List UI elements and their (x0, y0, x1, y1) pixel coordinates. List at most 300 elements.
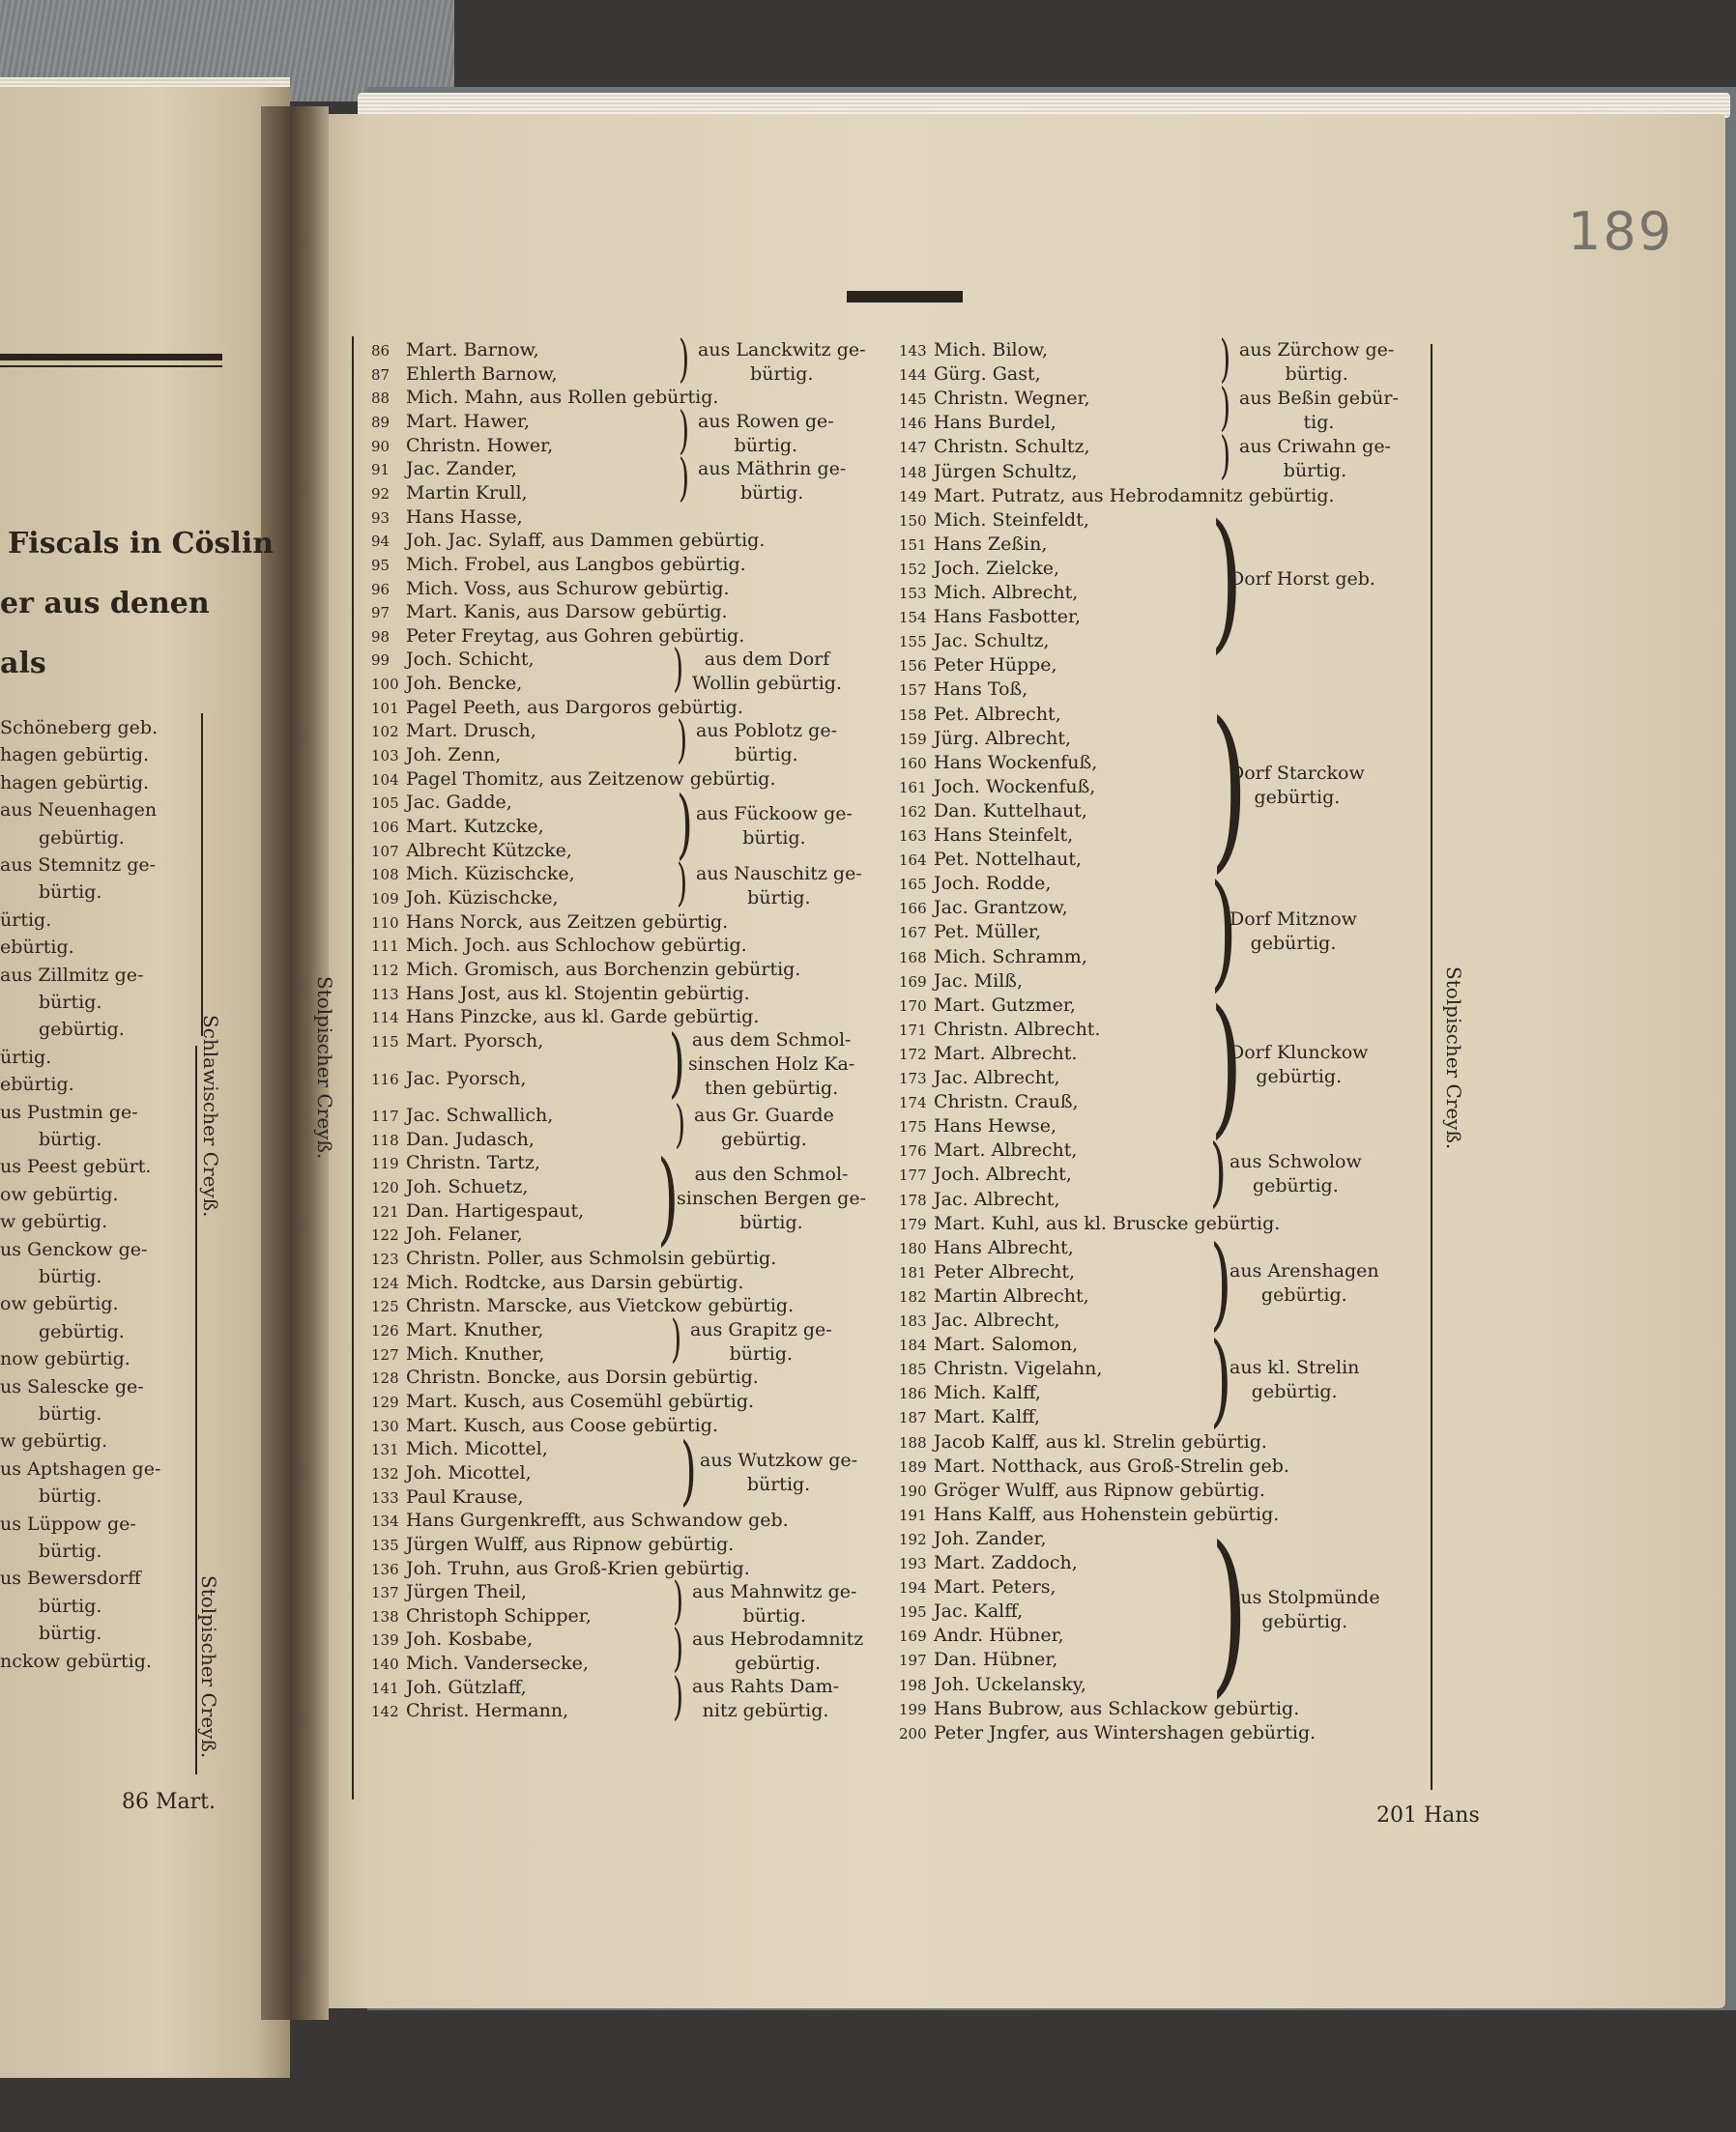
place-note-line: Dorf Starckow (1230, 762, 1365, 784)
entry-number: 119 (371, 1155, 399, 1173)
entry-number: 140 (371, 1656, 399, 1674)
place-note-line: gebürtig. (1254, 786, 1341, 808)
list-entry (371, 457, 517, 481)
list-entry (899, 1599, 1023, 1624)
place-note-line: aus Poblotz ge- (696, 720, 837, 741)
place-note-line: gebürtig. (1251, 1381, 1338, 1403)
entry-text: Pet. Albrecht, (934, 703, 1061, 725)
list-entry (371, 839, 572, 863)
entry-number: 182 (899, 1287, 927, 1306)
entry-number: 93 (371, 508, 391, 527)
entry-text: Christn. Tartz, (406, 1152, 540, 1174)
list-entry (371, 1509, 789, 1533)
list-entry (371, 910, 728, 935)
place-note-line: gebürtig. (1252, 1175, 1339, 1197)
entry-text: Dan. Hartigespaut, (406, 1199, 585, 1222)
entry-text: Mich. Kalff, (934, 1382, 1041, 1404)
entry-number: 176 (899, 1142, 927, 1161)
list-entry (371, 1437, 548, 1461)
entry-text: Mart. Notthack, aus Groß-Strelin geb. (934, 1455, 1289, 1477)
entry-text: Jürgen Wulff, aus Ripnow gebürtig. (406, 1533, 735, 1555)
place-note-line: aus dem Schmol- (691, 1029, 852, 1052)
entry-text: Joh. Bencke, (406, 673, 523, 695)
left-page-line: us Salescke ge- (0, 1375, 144, 1397)
entry-number: 137 (371, 1584, 399, 1602)
entry-number: 165 (899, 876, 927, 894)
place-note-line: gebürtig. (721, 1128, 807, 1150)
place-note-line: aus Rowen ge- (698, 410, 834, 432)
place-note-line: Dorf Mitznow (1230, 908, 1357, 930)
entry-text: Hans Kalff, aus Hohenstein gebürtig. (934, 1503, 1280, 1525)
bracket-brace: ) (673, 1667, 684, 1726)
entry-text: Pet. Müller, (934, 921, 1042, 943)
entry-text: Jac. Gadde, (406, 792, 512, 814)
entry-number: 160 (899, 754, 927, 772)
bracket-brace: ) (1210, 683, 1249, 889)
list-entry (899, 1381, 1041, 1405)
entry-number: 134 (371, 1513, 399, 1531)
entry-text: Christn. Vigelahn, (934, 1358, 1103, 1380)
entry-number: 192 (899, 1530, 927, 1548)
list-entry (371, 767, 776, 792)
list-entry (371, 577, 730, 601)
place-note (698, 338, 866, 387)
entry-number: 169 (899, 972, 927, 991)
list-entry (371, 1414, 718, 1438)
entry-text: Peter Freytag, aus Gohren gebürtig. (406, 624, 745, 647)
entry-text: Joh. Micottel, (406, 1461, 532, 1484)
bracket-brace: ) (680, 1427, 697, 1515)
entry-number: 167 (899, 924, 927, 942)
right-column-bracket (1431, 344, 1432, 1790)
place-note-line: aus Schwolow (1230, 1151, 1362, 1173)
entry-number: 124 (371, 1274, 399, 1292)
entry-text: Mart. Kuhl, aus kl. Bruscke gebürtig. (934, 1212, 1281, 1234)
place-note (698, 410, 834, 458)
left-page-line: ürtig. (0, 1046, 52, 1068)
place-note-line: gebürtig. (1260, 1283, 1347, 1306)
entry-number: 101 (371, 699, 399, 717)
list-entry (899, 727, 1071, 751)
page-number: 189 (1568, 201, 1674, 262)
entry-number: 200 (899, 1724, 927, 1743)
place-note (677, 1163, 866, 1235)
list-entry (899, 484, 1335, 508)
list-entry (371, 1199, 584, 1224)
left-page-line: ow gebürtig. (0, 1293, 119, 1315)
list-entry (371, 553, 746, 577)
place-note (694, 1104, 834, 1152)
list-entry (899, 1114, 1056, 1138)
entry-number: 151 (899, 535, 927, 554)
entry-text: Mart. Peters, (934, 1576, 1056, 1599)
entry-number: 169 (899, 1628, 927, 1646)
list-entry (371, 815, 544, 839)
list-entry (371, 1699, 568, 1723)
entry-number: 86 (371, 342, 391, 360)
entry-number: 158 (899, 706, 927, 724)
entry-number: 120 (371, 1179, 399, 1197)
left-page-line: us Lüppow ge- (0, 1513, 136, 1535)
place-note (1230, 567, 1375, 591)
entry-number: 157 (899, 681, 927, 700)
entry-number: 142 (371, 1703, 399, 1721)
list-entry (899, 411, 1056, 435)
left-page-line: us Aptshagen ge- (0, 1457, 161, 1480)
place-note (1230, 1586, 1380, 1634)
entry-number: 199 (899, 1700, 927, 1718)
place-note-line: Dorf Klunckow (1230, 1041, 1369, 1063)
bracket-brace: ) (1210, 976, 1243, 1153)
list-entry (899, 605, 1081, 629)
list-entry (371, 1247, 776, 1271)
entry-number: 95 (371, 556, 391, 574)
left-page-line: now gebürtig. (0, 1348, 130, 1370)
entry-number: 103 (371, 747, 399, 765)
place-note-line: bürtig. (746, 1474, 811, 1496)
list-entry (371, 1067, 526, 1091)
list-entry (899, 1188, 1060, 1212)
place-note (692, 1675, 839, 1723)
entry-number: 166 (899, 900, 927, 918)
entry-text: Mart. Hawer, (406, 410, 531, 432)
list-entry (899, 362, 1041, 387)
place-note (1230, 1041, 1368, 1089)
entry-text: Christ. Hermann, (406, 1700, 569, 1722)
list-entry (371, 624, 744, 648)
entry-number: 117 (371, 1108, 399, 1126)
entry-text: Hans Jost, aus kl. Stojentin gebürtig. (406, 982, 750, 1004)
left-page-bracket (195, 1046, 197, 1774)
bracket-brace: ) (1210, 1320, 1232, 1439)
entry-text: Mich. Frobel, aus Langbos gebürtig. (406, 553, 746, 575)
list-entry (899, 653, 1057, 677)
entry-text: Mart. Kutzcke, (406, 816, 544, 837)
left-page-line: bürtig. (39, 1485, 102, 1508)
list-entry (371, 434, 553, 458)
left-page-line: bürtig. (39, 1266, 102, 1287)
entry-number: 177 (899, 1167, 927, 1185)
entry-number: 135 (371, 1536, 399, 1554)
list-entry (371, 505, 523, 530)
entry-text: Christn. Schultz, (934, 436, 1090, 458)
entry-text: Hans Fasbotter, (934, 606, 1082, 628)
entry-number: 109 (371, 889, 399, 908)
left-page-line: w gebürtig. (0, 1430, 108, 1453)
left-page-line: hagen gebürtig. (0, 771, 150, 793)
bracket-brace: ) (679, 331, 690, 389)
place-note-line: then gebürtig. (705, 1078, 839, 1100)
list-entry (371, 1628, 533, 1652)
left-page-line: bürtig. (39, 1595, 102, 1617)
entry-text: Paul Krause, (406, 1485, 524, 1508)
entry-text: Christn. Hower, (406, 434, 554, 456)
place-note-line: bürtig. (742, 1604, 806, 1627)
bracket-brace: ) (1210, 1508, 1249, 1714)
place-note-line: gebürtig. (1250, 932, 1337, 954)
list-entry (371, 743, 501, 767)
entry-text: Mart. Drusch, (406, 720, 536, 742)
left-page-line: hagen gebürtig. (0, 744, 150, 766)
entry-text: Mart. Putratz, aus Hebrodamnitz gebürtig. (934, 484, 1335, 506)
entry-text: Hans Steinfelt, (934, 824, 1074, 846)
list-entry (371, 1390, 754, 1414)
entry-text: Jacob Kalff, aus kl. Strelin gebürtig. (934, 1430, 1267, 1453)
list-entry (899, 387, 1090, 411)
entry-number: 153 (899, 585, 927, 602)
place-note-line: bürtig. (729, 1342, 794, 1365)
list-entry (899, 1042, 1077, 1066)
entry-number: 128 (371, 1369, 399, 1388)
entry-number: 141 (371, 1679, 399, 1697)
entry-number: 132 (371, 1464, 399, 1483)
entry-text: Joh. Truhn, aus Groß-Krien gebürtig. (406, 1557, 750, 1579)
entry-text: Mich. Knuther, (406, 1342, 545, 1365)
bracket-brace: ) (1220, 427, 1231, 486)
bracket-brace: ) (1220, 379, 1231, 438)
entry-text: Pet. Nottelhaut, (934, 849, 1083, 871)
place-note-line: aus Grapitz ge- (690, 1318, 832, 1340)
place-note-line: aus Hebrodamnitz (692, 1628, 864, 1651)
list-entry (371, 1485, 524, 1510)
entry-number: 180 (899, 1239, 927, 1257)
entry-number: 197 (899, 1652, 927, 1670)
place-note-line: Dorf Horst geb. (1230, 568, 1375, 590)
entry-number: 154 (899, 609, 927, 627)
entry-text: Jac. Albrecht, (934, 1188, 1060, 1210)
list-entry (371, 1580, 527, 1604)
entry-text: Mich. Steinfeldt, (934, 508, 1089, 531)
entry-number: 190 (899, 1482, 927, 1500)
entry-number: 146 (899, 415, 927, 433)
place-note-line: tig. (1303, 411, 1335, 433)
place-note-line: sinschen Holz Ka- (688, 1053, 855, 1076)
entry-text: Mich. Micottel, (406, 1438, 548, 1460)
left-page-line: w gebürtig. (0, 1211, 108, 1233)
list-entry (899, 435, 1090, 459)
entry-number: 187 (899, 1409, 927, 1427)
entry-text: Jac. Zander, (406, 458, 517, 480)
left-page-line: Schöneberg geb. (0, 717, 159, 738)
left-page-line: ürtig. (0, 908, 52, 931)
entry-text: Hans Gurgenkrefft, aus Schwandow geb. (406, 1510, 789, 1532)
entry-text: Joch. Rodde, (934, 873, 1052, 895)
entry-number: 102 (371, 723, 399, 741)
place-note-line: aus Lanckwitz ge- (698, 338, 866, 360)
entry-number: 125 (371, 1298, 399, 1316)
right-column-side-label: Stolpischer Creyß. (1442, 966, 1465, 1150)
entry-number: 156 (899, 657, 927, 676)
entry-text: Joch. Schicht, (406, 648, 535, 671)
entry-text: Mart. Pyorsch, (406, 1029, 544, 1052)
entry-text: Joh. Uckelansky, (934, 1673, 1086, 1695)
entry-number: 138 (371, 1607, 399, 1626)
entry-number: 174 (899, 1094, 927, 1112)
entry-text: Martin Krull, (406, 481, 528, 504)
list-entry (899, 775, 1095, 799)
entry-number: 178 (899, 1191, 927, 1209)
entry-text: Joch. Wockenfuß, (934, 775, 1096, 797)
entry-text: Jac. Pyorsch, (406, 1067, 527, 1089)
entry-number: 97 (371, 604, 391, 622)
left-page-line: us Genckow ge- (0, 1238, 148, 1260)
left-page-side-label: Stolpischer Creyß. (197, 1575, 220, 1759)
entry-number: 164 (899, 851, 927, 870)
entry-text: Hans Wockenfuß, (934, 751, 1098, 773)
entry-number: 115 (371, 1032, 399, 1051)
list-entry (371, 386, 718, 410)
left-page-line: bürtig. (39, 1541, 102, 1562)
left-page-heading: als (0, 647, 46, 680)
list-entry (899, 1551, 1078, 1575)
entry-number: 150 (899, 511, 927, 530)
entry-number: 90 (371, 437, 391, 455)
entry-text: Jac. Grantzow, (934, 897, 1068, 919)
list-entry (899, 1309, 1060, 1333)
list-entry (371, 1271, 743, 1295)
list-entry (899, 994, 1076, 1018)
list-entry (899, 1018, 1100, 1042)
left-page-line: gebürtig. (39, 1019, 125, 1041)
entry-text: Joh. Schuetz, (406, 1176, 529, 1198)
entry-text: Jac. Kalff, (934, 1600, 1024, 1623)
list-entry (899, 629, 1050, 653)
entry-text: Jac. Milß, (934, 969, 1024, 992)
bracket-brace: ) (675, 1096, 686, 1155)
entry-number: 186 (899, 1385, 927, 1403)
place-note (1230, 1150, 1362, 1198)
entry-text: Christn. Poller, aus Schmolsin gebürtig. (406, 1248, 777, 1270)
entry-text: Jac. Schwallich, (406, 1105, 554, 1127)
left-page-line: bürtig. (39, 1129, 102, 1150)
entry-text: Mich. Joch. aus Schlochow gebürtig. (406, 935, 747, 957)
list-entry (371, 934, 747, 958)
entry-text: Hans Hasse, (406, 505, 523, 528)
list-entry (899, 1357, 1102, 1381)
left-page-line: bürtig. (39, 992, 102, 1013)
list-entry (899, 460, 1078, 484)
bracket-brace: ) (673, 640, 684, 699)
entry-text: Mart. Kusch, aus Cosemühl gebürtig. (406, 1390, 755, 1412)
entry-text: Hans Albrecht, (934, 1236, 1074, 1258)
bracket-brace: ) (673, 1572, 684, 1631)
list-entry (371, 1104, 553, 1128)
entry-text: Gürg. Gast, (934, 363, 1041, 386)
list-entry (899, 1138, 1077, 1163)
place-note (1230, 1259, 1379, 1308)
place-note (1239, 435, 1391, 483)
bracket-brace: ) (671, 1311, 682, 1369)
left-page-line: bürtig. (39, 881, 102, 904)
left-column-side-label: Stolpischer Creyß. (313, 976, 336, 1160)
entry-number: 106 (371, 819, 399, 836)
entry-text: Joh. Zander, (934, 1527, 1047, 1549)
list-entry (371, 672, 522, 696)
place-note-line: bürtig. (739, 481, 804, 504)
place-note-line: bürtig. (747, 886, 811, 908)
left-page-heading: Fiscals in Cöslin (8, 527, 275, 561)
entry-number: 145 (899, 390, 927, 409)
place-note (1230, 908, 1357, 956)
entry-number: 91 (371, 461, 391, 479)
place-note-line: aus Stolpmünde (1230, 1587, 1380, 1608)
entry-number: 131 (371, 1441, 399, 1459)
entry-number: 122 (371, 1226, 399, 1245)
entry-text: Albrecht Kützcke, (406, 839, 572, 861)
entry-text: Mart. Zaddoch, (934, 1552, 1078, 1573)
entry-number: 116 (371, 1070, 399, 1088)
entry-number: 107 (371, 842, 399, 860)
entry-text: Mart. Barnow, (406, 339, 539, 360)
left-page-line: ebürtig. (0, 936, 74, 959)
entry-text: Joh. Felaner, (406, 1224, 523, 1246)
entry-text: Joh. Gützlaff, (406, 1676, 527, 1698)
bracket-brace: ) (657, 1138, 680, 1257)
left-page-line: aus Neuenhagen (0, 799, 158, 821)
entry-text: Joh. Jac. Sylaff, aus Dammen gebürtig. (406, 530, 766, 552)
list-entry (899, 1066, 1060, 1090)
entry-text: Mich. Albrecht, (934, 582, 1079, 603)
entry-text: Jürgen Schultz, (934, 460, 1078, 482)
list-entry (371, 1294, 794, 1318)
bracket-brace: ) (1210, 1223, 1232, 1341)
entry-number: 147 (899, 439, 927, 457)
place-note-line: aus Rahts Dam- (692, 1676, 840, 1698)
entry-number: 149 (899, 487, 927, 505)
left-page-line: gebürtig. (39, 1320, 125, 1342)
entry-number: 144 (899, 366, 927, 385)
place-note (688, 1028, 854, 1101)
entry-number: 175 (899, 1118, 927, 1137)
left-page-heading: er aus denen (0, 587, 210, 620)
list-entry (899, 703, 1061, 727)
entry-number: 108 (371, 866, 399, 884)
entry-text: Mart. Salomon, (934, 1334, 1079, 1356)
bracket-brace: ) (677, 854, 688, 913)
entry-number: 104 (371, 770, 399, 789)
list-entry (899, 848, 1082, 872)
header-rule (847, 291, 963, 303)
entry-number: 123 (371, 1251, 399, 1269)
place-note-line: nitz gebürtig. (702, 1700, 829, 1722)
list-entry (371, 1557, 750, 1581)
place-note-line: aus Beßin gebür- (1239, 387, 1399, 409)
list-entry (371, 410, 530, 434)
place-note-line: bürtig. (750, 362, 814, 385)
list-entry (899, 1575, 1056, 1599)
entry-number: 129 (371, 1393, 399, 1411)
list-entry (371, 1366, 759, 1390)
place-note-line: aus den Schmol- (694, 1164, 849, 1186)
place-note-line: bürtig. (1283, 460, 1347, 481)
place-note (1230, 1356, 1359, 1404)
bracket-brace: ) (679, 401, 690, 460)
place-note (698, 457, 846, 505)
entry-text: Peter Albrecht, (934, 1260, 1076, 1282)
entry-number: 148 (899, 463, 927, 481)
entry-text: Jac. Albrecht, (934, 1310, 1060, 1331)
entry-number: 105 (371, 794, 399, 813)
place-note (1230, 762, 1365, 810)
left-page-catchword: 86 Mart. (122, 1790, 216, 1814)
bracket-brace: ) (673, 1620, 684, 1679)
place-note-line: sinschen Bergen ge- (677, 1188, 867, 1210)
bracket-brace: ) (1210, 857, 1237, 1005)
place-note-line: aus Arenshagen (1230, 1259, 1379, 1282)
list-entry (899, 338, 1048, 362)
left-page-line: ow gebürtig. (0, 1183, 119, 1205)
entry-number: 189 (899, 1457, 927, 1476)
